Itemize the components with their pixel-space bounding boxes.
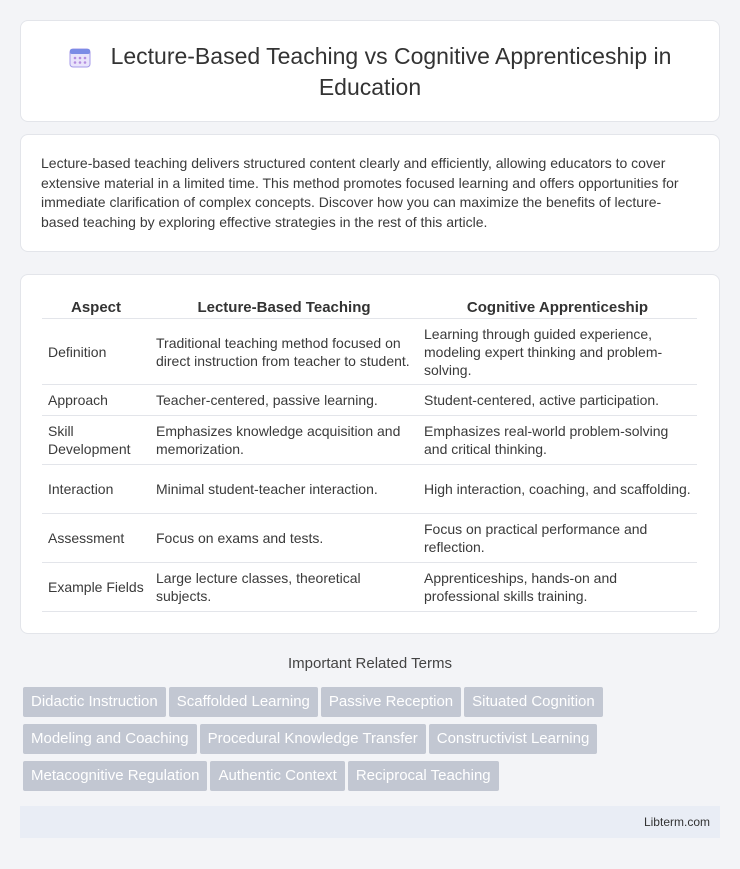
- related-term-tag[interactable]: Constructivist Learning: [429, 724, 598, 754]
- cell-cognitive: High interaction, coaching, and scaffolding.: [418, 465, 697, 514]
- cell-lecture: Traditional teaching method focused on direct instruction from teacher to student.: [150, 319, 418, 385]
- cell-cognitive: Emphasizes real-world problem-solving and critical thinking.: [418, 416, 697, 465]
- related-term-tag[interactable]: Passive Reception: [321, 687, 461, 717]
- cell-cognitive: Student-centered, active participation.: [418, 385, 697, 416]
- cell-lecture: Minimal student-teacher interaction.: [150, 465, 418, 514]
- intro-paragraph: Lecture-based teaching delivers structured content clearly and efficiently, allowing educators to cover extensive material in a limited time. This method promotes focused learning and offers opportunities for immediate clarification of complex concepts. Discover how you can maximize the benefits of lecture-based teaching by exploring effective strategies in the rest of this article.: [41, 155, 679, 230]
- header-aspect: Aspect: [42, 295, 150, 319]
- related-terms-heading: Important Related Terms: [288, 655, 452, 672]
- cell-lecture: Focus on exams and tests.: [150, 514, 418, 563]
- calendar-icon: [69, 46, 91, 73]
- header-cognitive: Cognitive Apprenticeship: [418, 295, 697, 319]
- cell-lecture: Large lecture classes, theoretical subjects.: [150, 563, 418, 612]
- footer-link[interactable]: Libterm.com: [643, 815, 710, 829]
- cell-aspect: Skill Development: [42, 416, 150, 465]
- footer: [20, 806, 720, 838]
- table-row: [42, 563, 697, 612]
- related-term-tag[interactable]: Modeling and Coaching: [23, 724, 197, 754]
- cell-aspect: Interaction: [42, 465, 150, 514]
- cell-aspect: Definition: [42, 319, 150, 385]
- related-term-tag[interactable]: Authentic Context: [210, 761, 344, 791]
- related-term-tag[interactable]: Procedural Knowledge Transfer: [200, 724, 426, 754]
- cell-aspect: Approach: [42, 385, 150, 416]
- cell-lecture: Emphasizes knowledge acquisition and memorization.: [150, 416, 418, 465]
- table-header-row: [42, 295, 697, 319]
- cell-cognitive: Learning through guided experience, modeling expert thinking and problem-solving.: [418, 319, 697, 385]
- cell-aspect: Assessment: [42, 514, 150, 563]
- cell-aspect: Example Fields: [42, 563, 150, 612]
- cell-cognitive: Focus on practical performance and reflection.: [418, 514, 697, 563]
- table-row: [42, 319, 697, 385]
- related-term-tag[interactable]: Metacognitive Regulation: [23, 761, 207, 791]
- related-term-tag[interactable]: Reciprocal Teaching: [348, 761, 499, 791]
- table-row: [42, 514, 697, 563]
- title-wrap: [50, 42, 690, 101]
- page-title: Lecture-Based Teaching vs Cognitive Apprenticeship in Education: [110, 42, 672, 100]
- related-terms-list: [23, 687, 723, 798]
- cell-cognitive: Apprenticeships, hands-on and professional skills training.: [418, 563, 697, 612]
- table-row: [42, 416, 697, 465]
- header-lecture: Lecture-Based Teaching: [150, 295, 418, 319]
- comparison-card: [20, 274, 720, 634]
- table-row: [42, 465, 697, 514]
- table-row: [42, 385, 697, 416]
- related-term-tag[interactable]: Scaffolded Learning: [169, 687, 318, 717]
- related-term-tag[interactable]: Didactic Instruction: [23, 687, 166, 717]
- comparison-table: [42, 295, 697, 612]
- intro-card: [20, 134, 720, 252]
- cell-lecture: Teacher-centered, passive learning.: [150, 385, 418, 416]
- related-term-tag[interactable]: Situated Cognition: [464, 687, 603, 717]
- title-card: [20, 20, 720, 122]
